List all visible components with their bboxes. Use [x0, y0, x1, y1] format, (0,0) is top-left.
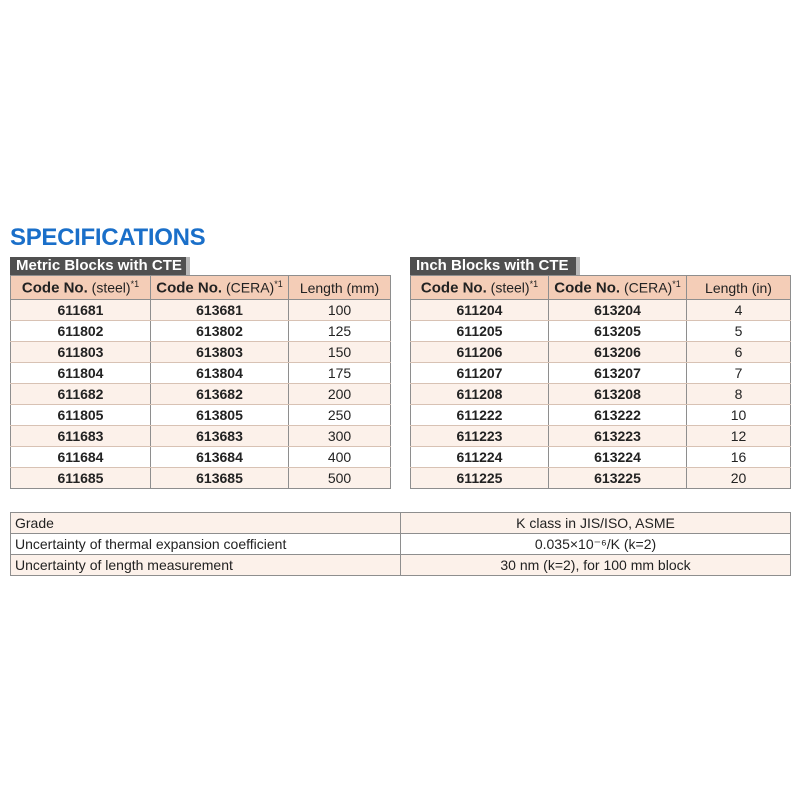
code-cera: 613682: [151, 384, 289, 405]
code-cera: 613684: [151, 447, 289, 468]
spec-label: Uncertainty of length measurement: [11, 555, 401, 576]
code-cera: 613222: [549, 405, 687, 426]
inch-blocks-section: [410, 257, 791, 489]
table-row: [11, 426, 391, 447]
code-steel: 611802: [11, 321, 151, 342]
length: 250: [289, 405, 391, 426]
code-steel: 611224: [411, 447, 549, 468]
table-row: [411, 363, 791, 384]
code-steel: 611683: [11, 426, 151, 447]
table-row: [411, 342, 791, 363]
length: 20: [687, 468, 791, 489]
header-code-steel: Code No. (steel)$^{*1}$: [11, 276, 151, 300]
code-steel: 611207: [411, 363, 549, 384]
code-cera: 613681: [151, 300, 289, 321]
code-cera: 613802: [151, 321, 289, 342]
spec-row-thermal-uncertainty: [11, 534, 791, 555]
code-cera: 613225: [549, 468, 687, 489]
table-row: [11, 363, 391, 384]
code-cera: 613208: [549, 384, 687, 405]
code-cera: 613803: [151, 342, 289, 363]
table-row: [11, 321, 391, 342]
table-header-row: [411, 276, 791, 300]
code-steel: 611208: [411, 384, 549, 405]
code-steel: 611684: [11, 447, 151, 468]
inch-blocks-tab: Inch Blocks with CTE: [410, 257, 580, 275]
spec-value: 0.035×10⁻⁶/K (k=2): [401, 534, 791, 555]
code-cera: 613204: [549, 300, 687, 321]
length: 400: [289, 447, 391, 468]
table-row: [11, 300, 391, 321]
header-length: Length (mm): [289, 276, 391, 300]
table-row: [411, 384, 791, 405]
table-row: [11, 405, 391, 426]
code-steel: 611805: [11, 405, 151, 426]
code-steel: 611204: [411, 300, 549, 321]
length: 5: [687, 321, 791, 342]
specs-table: [10, 512, 791, 576]
length: 4: [687, 300, 791, 321]
code-steel: 611223: [411, 426, 549, 447]
code-steel: 611682: [11, 384, 151, 405]
length: 16: [687, 447, 791, 468]
code-cera: 613805: [151, 405, 289, 426]
spec-row-grade: [11, 513, 791, 534]
code-cera: 613223: [549, 426, 687, 447]
header-code-cera: Code No. (CERA)$^{*1}$: [549, 276, 687, 300]
code-steel: 611222: [411, 405, 549, 426]
metric-blocks-tab: Metric Blocks with CTE: [10, 257, 190, 275]
length: 300: [289, 426, 391, 447]
spec-label: Uncertainty of thermal expansion coefficient: [11, 534, 401, 555]
code-cera: 613685: [151, 468, 289, 489]
length: 500: [289, 468, 391, 489]
table-row: [11, 342, 391, 363]
metric-blocks-section: [10, 257, 391, 489]
length: 12: [687, 426, 791, 447]
length: 125: [289, 321, 391, 342]
table-row: [411, 426, 791, 447]
header-code-cera: Code No. (CERA)$^{*1}$: [151, 276, 289, 300]
spec-label: Grade: [11, 513, 401, 534]
length: 10: [687, 405, 791, 426]
code-cera: 613207: [549, 363, 687, 384]
table-row: [11, 447, 391, 468]
code-steel: 611804: [11, 363, 151, 384]
code-cera: 613206: [549, 342, 687, 363]
inch-blocks-table: [410, 275, 791, 489]
table-row: [411, 300, 791, 321]
length: 100: [289, 300, 391, 321]
table-row: [11, 468, 391, 489]
spec-value: 30 nm (k=2), for 100 mm block: [401, 555, 791, 576]
code-steel: 611225: [411, 468, 549, 489]
length: 6: [687, 342, 791, 363]
spec-row-length-uncertainty: [11, 555, 791, 576]
length: 175: [289, 363, 391, 384]
table-header-row: [11, 276, 391, 300]
code-steel: 611685: [11, 468, 151, 489]
header-length: Length (in): [687, 276, 791, 300]
length: 7: [687, 363, 791, 384]
code-cera: 613224: [549, 447, 687, 468]
metric-blocks-table: [10, 275, 391, 489]
code-steel: 611803: [11, 342, 151, 363]
table-row: [411, 468, 791, 489]
header-code-steel: Code No. (steel)$^{*1}$: [411, 276, 549, 300]
table-row: [411, 405, 791, 426]
table-row: [411, 321, 791, 342]
length: 8: [687, 384, 791, 405]
table-row: [11, 384, 391, 405]
code-cera: 613683: [151, 426, 289, 447]
code-steel: 611681: [11, 300, 151, 321]
code-cera: 613804: [151, 363, 289, 384]
code-steel: 611205: [411, 321, 549, 342]
page-title: SPECIFICATIONS: [10, 224, 206, 251]
length: 200: [289, 384, 391, 405]
spec-value: K class in JIS/ISO, ASME: [401, 513, 791, 534]
length: 150: [289, 342, 391, 363]
code-cera: 613205: [549, 321, 687, 342]
code-steel: 611206: [411, 342, 549, 363]
table-row: [411, 447, 791, 468]
